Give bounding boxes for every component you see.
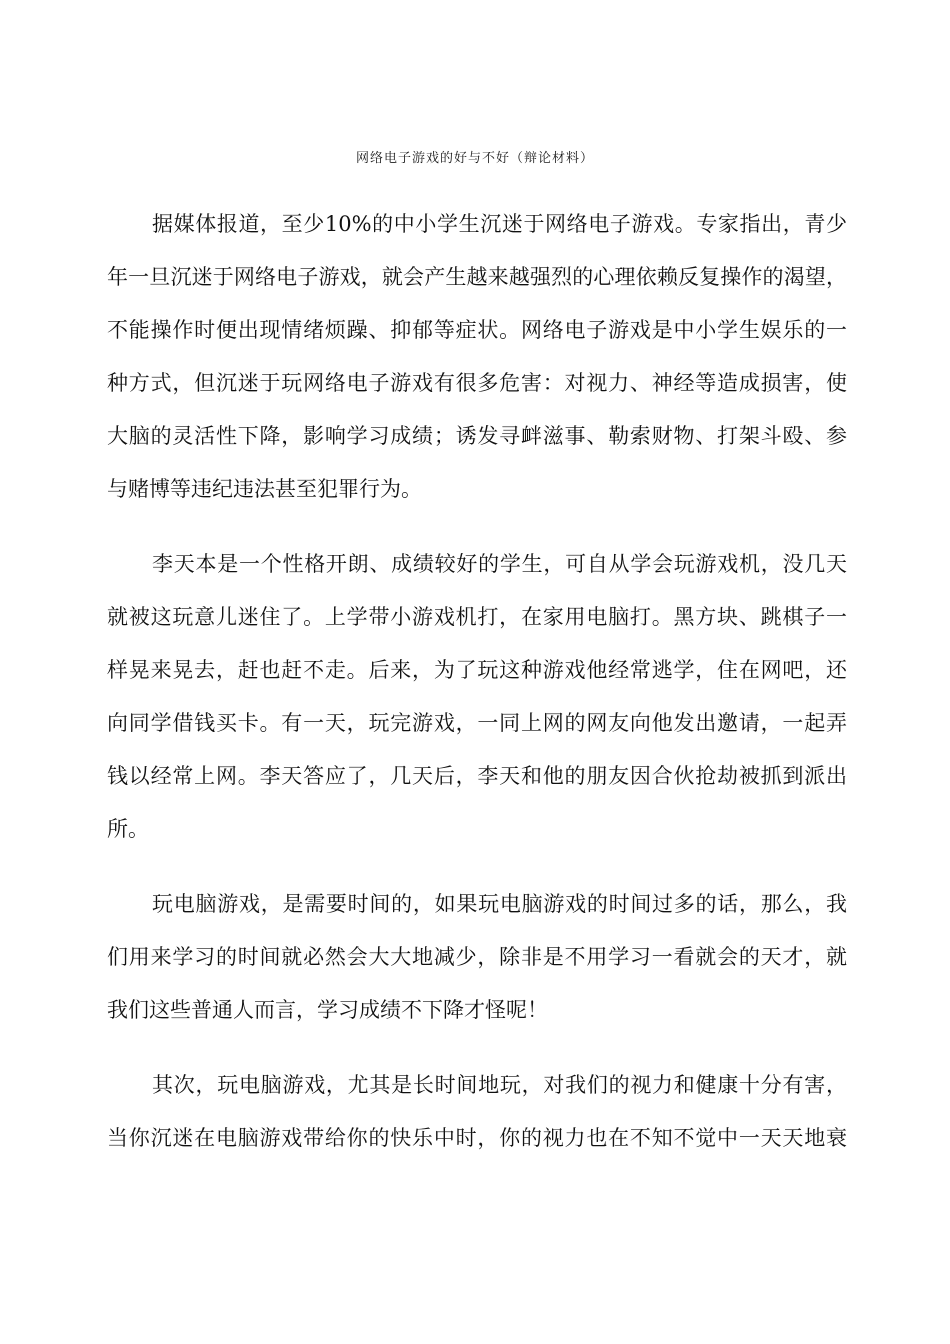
paragraph-line: 我们这些普通人而言，学习成绩不下降才怪呢！	[107, 998, 548, 1022]
paragraph-line: 其次，玩电脑游戏，尤其是长时间地玩，对我们的视力和健康十分有害，	[152, 1073, 847, 1097]
paragraph-line: 年一旦沉迷于网络电子游戏，就会产生越来越强烈的心理依赖反复操作的渴望，	[107, 265, 847, 289]
document-title: 网络电子游戏的好与不好（辩论材料）	[355, 151, 594, 166]
paragraph-line: 与赌博等违纪违法甚至犯罪行为。	[107, 477, 422, 501]
paragraph-line: 向同学借钱买卡。有一天，玩完游戏，一同上网的网友向他发出邀请，一起弄	[107, 711, 847, 735]
paragraph-line: 钱以经常上网。李天答应了，几天后，李天和他的朋友因合伙抢劫被抓到派出	[107, 764, 847, 788]
paragraph-line: 种方式，但沉迷于玩网络电子游戏有很多危害：对视力、神经等造成损害，使	[107, 371, 847, 395]
paragraph-line: 不能操作时便出现情绪烦躁、抑郁等症状。网络电子游戏是中小学生娱乐的一	[107, 318, 847, 342]
paragraph-line: 大脑的灵活性下降，影响学习成绩；诱发寻衅滋事、勒索财物、打架斗殴、参	[107, 424, 847, 448]
paragraph-line: 李天本是一个性格开朗、成绩较好的学生，可自从学会玩游戏机，没几天	[152, 552, 847, 576]
paragraph-line: 据媒体报道，至少10%的中小学生沉迷于网络电子游戏。专家指出，青少	[152, 212, 847, 236]
paragraph-line: 们用来学习的时间就必然会大大地减少，除非是不用学习一看就会的天才，就	[107, 945, 847, 969]
paragraph-line: 所。	[107, 817, 149, 841]
paragraph-line: 玩电脑游戏，是需要时间的，如果玩电脑游戏的时间过多的话，那么，我	[152, 892, 847, 916]
paragraph-line: 样晃来晃去，赶也赶不走。后来，为了玩这种游戏他经常逃学，住在网吧，还	[107, 658, 847, 682]
paragraph-line: 当你沉迷在电脑游戏带给你的快乐中时，你的视力也在不知不觉中一天天地衰	[107, 1126, 847, 1150]
paragraph-line: 就被这玩意儿迷住了。上学带小游戏机打，在家用电脑打。黑方块、跳棋子一	[107, 605, 847, 629]
